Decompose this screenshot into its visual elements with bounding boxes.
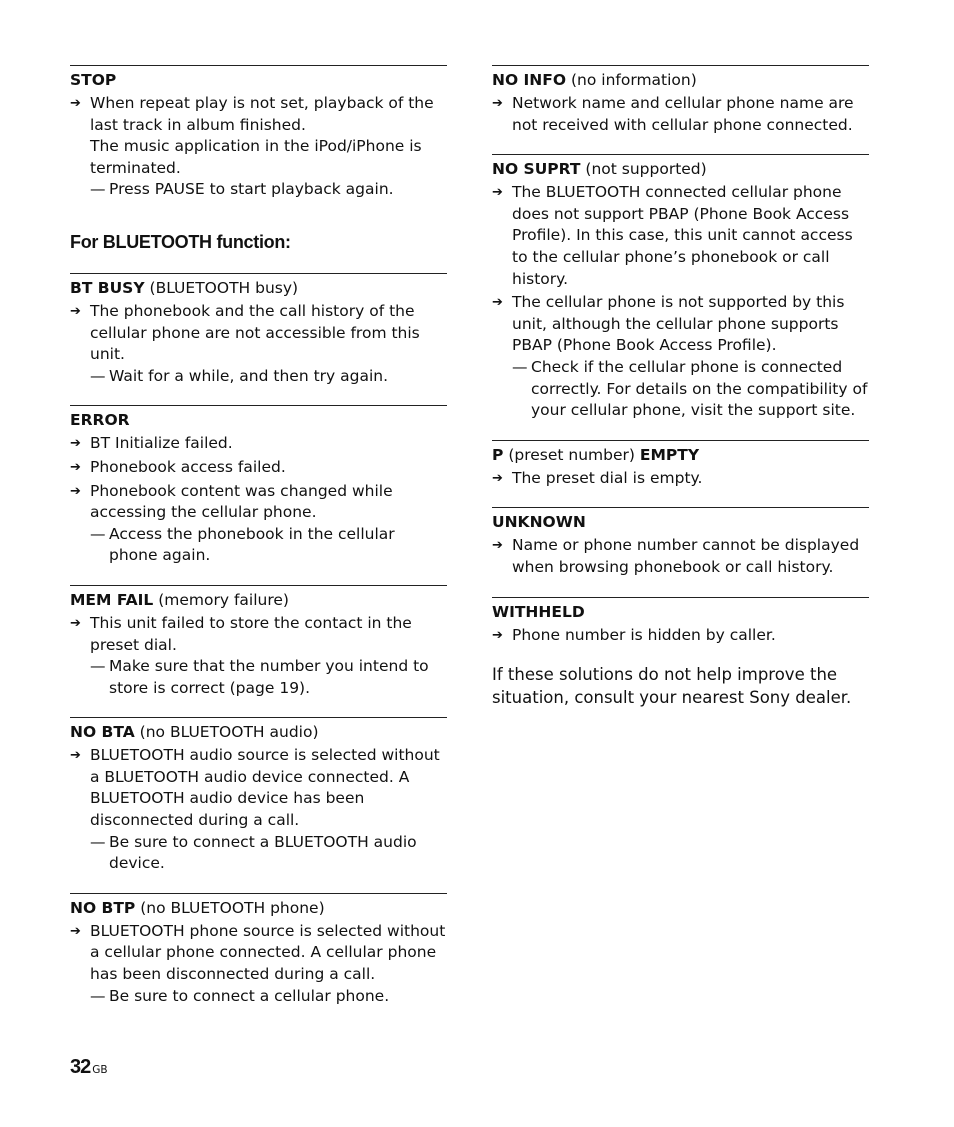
cause-text: BLUETOOTH phone source is selected without a cellular phone connected. A cellular phone has been disconnected during a call. xyxy=(90,921,446,984)
cause-item xyxy=(492,535,869,578)
dash-icon: — xyxy=(90,180,106,199)
cause-text: Name or phone number cannot be displayed when browsing phonebook or call history. xyxy=(512,536,860,576)
remedy-item xyxy=(70,366,447,388)
entry-title xyxy=(70,69,447,91)
cause-extra-text: The music application in the iPod/iPhone is terminated. xyxy=(90,137,422,177)
entry-no-btp xyxy=(70,893,447,1007)
arrow-right-icon: ➔ xyxy=(70,483,81,499)
arrow-right-icon: ➔ xyxy=(70,615,81,631)
cause-item xyxy=(70,433,447,455)
cause-text: Phone number is hidden by caller. xyxy=(512,625,776,644)
cause-text: BLUETOOTH audio source is selected without a BLUETOOTH audio device connected. A BLUETOOTH audio device has been disconnected during a call. xyxy=(90,746,440,830)
dash-icon: — xyxy=(512,357,528,376)
arrow-right-icon: ➔ xyxy=(70,436,81,452)
entry-title xyxy=(70,897,447,919)
message-code: NO BTA xyxy=(70,723,135,742)
entry-error xyxy=(70,405,447,567)
message-description: (BLUETOOTH busy) xyxy=(149,278,299,297)
entry-title xyxy=(70,721,447,743)
entry-title xyxy=(492,511,869,533)
dash-icon: — xyxy=(90,657,106,676)
entry-unknown xyxy=(492,507,869,578)
entry-withheld xyxy=(492,597,869,647)
page-number xyxy=(70,1056,108,1079)
arrow-right-icon: ➔ xyxy=(492,627,503,643)
message-code: ERROR xyxy=(70,411,130,430)
entry-title xyxy=(492,601,869,623)
cause-item xyxy=(70,481,447,524)
cause-item xyxy=(70,457,447,479)
message-description: (not supported) xyxy=(585,160,707,179)
message-code: UNKNOWN xyxy=(492,513,586,532)
page-number-value: 32 xyxy=(70,1056,91,1078)
dash-icon: — xyxy=(90,986,106,1005)
message-description: (no BLUETOOTH phone) xyxy=(140,898,325,917)
cause-text: The BLUETOOTH connected cellular phone does not support PBAP (Phone Book Access Profile). In this case, this unit cannot access to the cellular phone’s phonebook or call history. xyxy=(512,183,853,288)
entry-no-suprt xyxy=(492,154,869,422)
entry-title xyxy=(70,589,447,611)
message-code-suffix: EMPTY xyxy=(639,445,700,464)
arrow-right-icon: ➔ xyxy=(70,748,81,764)
left-column xyxy=(70,65,447,1007)
message-code: BT BUSY xyxy=(70,278,145,297)
cause-text: The phonebook and the call history of the cellular phone are not accessible from this unit. xyxy=(90,301,420,364)
remedy-text: Be sure to connect a BLUETOOTH audio device. xyxy=(109,832,417,873)
cause-text: Phonebook access failed. xyxy=(90,457,286,476)
cause-item xyxy=(492,468,869,490)
cause-item xyxy=(70,301,447,366)
entry-no-bta xyxy=(70,717,447,875)
cause-text: Network name and cellular phone name are not received with cellular phone connected. xyxy=(512,94,854,134)
message-code: NO BTP xyxy=(70,898,136,917)
dash-icon: — xyxy=(90,366,106,385)
arrow-right-icon: ➔ xyxy=(492,185,503,201)
message-code: NO INFO xyxy=(492,71,567,89)
remedy-item xyxy=(70,656,447,699)
remedy-text: Press PAUSE to start playback again. xyxy=(109,180,394,199)
entry-title xyxy=(70,409,447,431)
message-description: (no information) xyxy=(571,71,697,89)
cause-item xyxy=(492,292,869,357)
remedy-item xyxy=(70,832,447,875)
remedy-item xyxy=(70,179,447,201)
arrow-right-icon: ➔ xyxy=(70,459,81,475)
closing-paragraph: If these solutions do not help improve the situation, consult your nearest Sony dealer. xyxy=(492,665,852,708)
arrow-right-icon: ➔ xyxy=(70,923,81,939)
dash-icon: — xyxy=(90,832,106,851)
remedy-text: Access the phonebook in the cellular phone again. xyxy=(109,524,395,565)
entry-stop xyxy=(70,65,447,201)
remedy-item xyxy=(70,524,447,567)
cause-text: The cellular phone is not supported by this unit, although the cellular phone supports PBAP (Phone Book Access Profile). xyxy=(512,293,845,355)
cause-text: This unit failed to store the contact in the preset dial. xyxy=(90,613,412,654)
message-description: (memory failure) xyxy=(158,590,289,609)
cause-item xyxy=(70,613,447,656)
remedy-text: Check if the cellular phone is connected correctly. For details on the compatibility of your cellular phone, visit the support site. xyxy=(531,357,868,420)
cause-item xyxy=(492,625,869,647)
entry-bt-busy xyxy=(70,273,447,387)
entry-preset-empty xyxy=(492,440,869,490)
arrow-right-icon: ➔ xyxy=(492,96,503,111)
cause-item xyxy=(70,93,447,179)
cause-text: When repeat play is not set, playback of the last track in album finished. xyxy=(90,94,434,134)
cause-item xyxy=(492,182,869,290)
remedy-item xyxy=(70,986,447,1008)
message-code: MEM FAIL xyxy=(70,590,154,609)
right-column xyxy=(492,65,869,709)
entry-title xyxy=(492,69,869,91)
entry-title xyxy=(492,158,869,180)
message-code: STOP xyxy=(70,71,117,89)
cause-item xyxy=(70,921,447,986)
cause-text: The preset dial is empty. xyxy=(512,468,703,487)
entry-title xyxy=(70,277,447,299)
remedy-text: Be sure to connect a cellular phone. xyxy=(109,986,390,1005)
cause-item xyxy=(70,745,447,831)
arrow-right-icon: ➔ xyxy=(70,303,81,319)
arrow-right-icon: ➔ xyxy=(492,295,503,311)
cause-item xyxy=(492,93,869,136)
message-code: WITHHELD xyxy=(492,602,585,621)
arrow-right-icon: ➔ xyxy=(70,96,81,111)
page-region-suffix: GB xyxy=(92,1064,108,1076)
remedy-text: Make sure that the number you intend to store is correct (page 19). xyxy=(109,657,429,697)
entry-title xyxy=(492,444,869,466)
entry-no-info xyxy=(492,65,869,136)
message-code: NO SUPRT xyxy=(492,160,581,179)
entry-mem-fail xyxy=(70,585,447,699)
cause-text: BT Initialize failed. xyxy=(90,434,233,453)
dash-icon: — xyxy=(90,524,106,543)
arrow-right-icon: ➔ xyxy=(492,470,503,486)
section-heading: For BLUETOOTH function: xyxy=(70,231,291,252)
remedy-text: Wait for a while, and then try again. xyxy=(109,366,389,385)
message-description: (no BLUETOOTH audio) xyxy=(139,723,319,742)
arrow-right-icon: ➔ xyxy=(492,538,503,554)
remedy-item xyxy=(492,357,869,422)
message-code-prefix: P xyxy=(492,445,504,464)
message-description: (preset number) xyxy=(508,445,635,464)
cause-text: Phonebook content was changed while accessing the cellular phone. xyxy=(90,481,393,522)
